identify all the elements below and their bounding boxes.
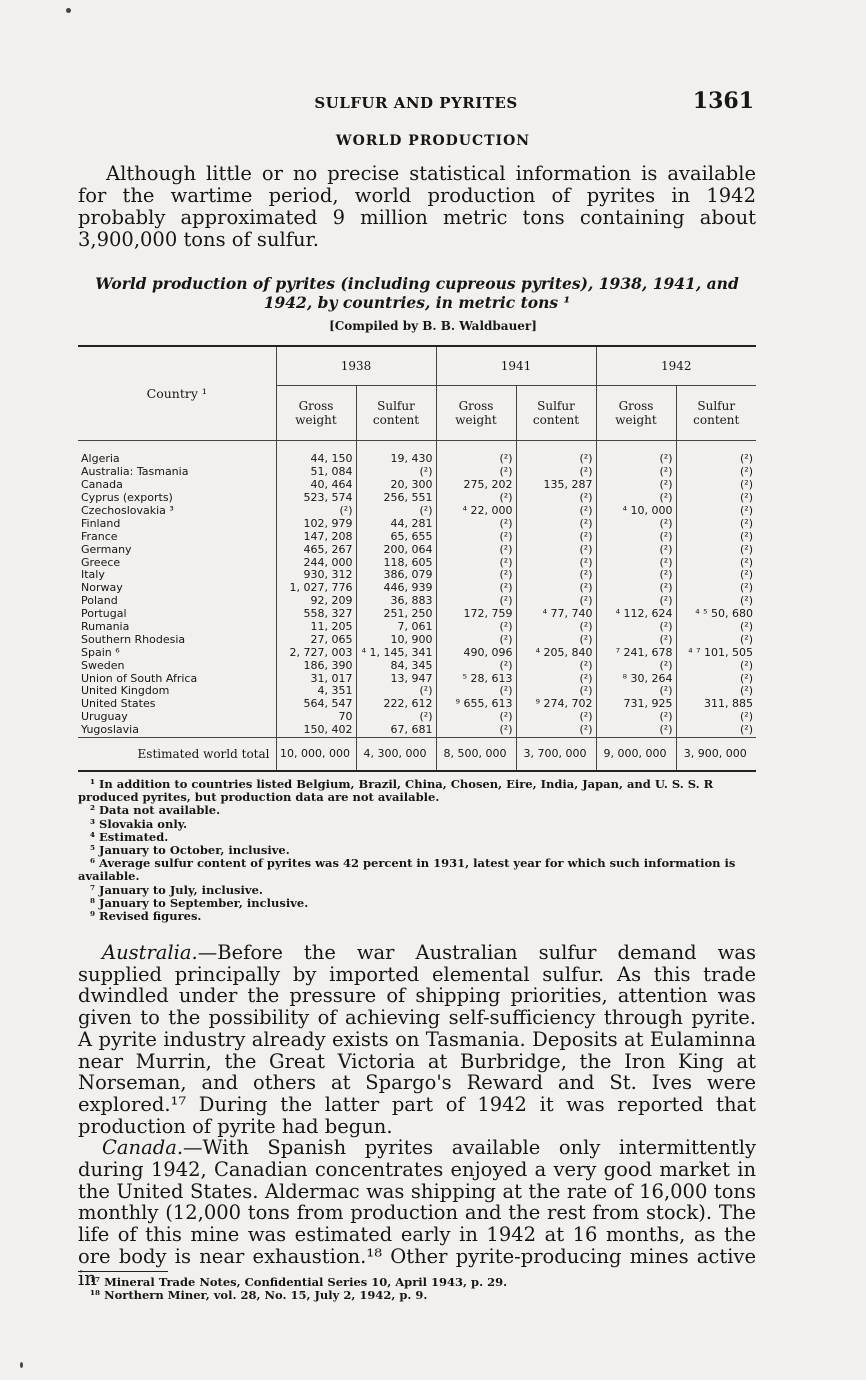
value-cell: (²)	[436, 659, 516, 672]
country-cell: Union of South Africa	[81, 671, 198, 685]
table-row	[78, 672, 756, 685]
value-cell: (²)	[676, 466, 756, 479]
value-cell: (²)	[676, 569, 756, 582]
gross-weight-header: Gross weight	[276, 386, 356, 441]
intro-paragraph: Although little or no precise statistical information is available for the wartime period, world production of pyrites in 1942 probably approximated 9 million metric tons containing about 3,900,000 tons of sulfur.	[78, 162, 756, 251]
value-cell: 490, 096	[436, 646, 516, 659]
value-cell: (²)	[436, 633, 516, 646]
value-cell: 2, 727, 003	[276, 646, 356, 659]
value-cell: (²)	[596, 595, 676, 608]
value-cell: (²)	[436, 543, 516, 556]
world-total-row	[78, 737, 756, 771]
footnote-rule	[78, 1271, 168, 1272]
total-cell: 8, 500, 000	[436, 737, 516, 771]
value-cell: (²)	[676, 492, 756, 505]
value-cell: ⁴ 112, 624	[596, 608, 676, 621]
table-row	[78, 698, 756, 711]
value-cell: (²)	[596, 621, 676, 634]
country-cell: Yugoslavia	[81, 723, 139, 737]
value-cell: 186, 390	[276, 659, 356, 672]
value-cell: (²)	[436, 621, 516, 634]
value-cell: 135, 287	[516, 479, 596, 492]
value-cell: (²)	[676, 711, 756, 724]
value-cell: ⁹ 655, 613	[436, 698, 516, 711]
value-cell: (²)	[516, 556, 596, 569]
country-cell: Australia: Tasmania	[81, 465, 189, 479]
page-footnote: ¹⁷ Mineral Trade Notes, Confidential Series 10, April 1943, p. 29.	[90, 1275, 508, 1289]
country-cell: Algeria	[81, 452, 120, 466]
value-cell: 930, 312	[276, 569, 356, 582]
country-cell: United Kingdom	[81, 684, 170, 698]
sulfur-content-header: Sulfur content	[516, 386, 596, 441]
value-cell: (²)	[676, 543, 756, 556]
value-cell: ⁷ 241, 678	[596, 646, 676, 659]
value-cell: (²)	[676, 556, 756, 569]
value-cell: (²)	[676, 441, 756, 466]
value-cell: (²)	[516, 530, 596, 543]
table-row	[78, 505, 756, 518]
value-cell: (²)	[516, 582, 596, 595]
table-row	[78, 646, 756, 659]
value-cell: (²)	[436, 685, 516, 698]
total-cell: 3, 700, 000	[516, 737, 596, 771]
value-cell: (²)	[436, 711, 516, 724]
country-cell: Canada	[81, 478, 123, 492]
value-cell: 222, 612	[356, 698, 436, 711]
table-row	[78, 595, 756, 608]
value-cell: 7, 061	[356, 621, 436, 634]
canada-paragraph	[78, 1137, 756, 1289]
table-row	[78, 530, 756, 543]
value-cell: 65, 655	[356, 530, 436, 543]
total-cell: 4, 300, 000	[356, 737, 436, 771]
value-cell: 40, 464	[276, 479, 356, 492]
country-cell: France	[81, 529, 118, 543]
canada-lead: Canada.	[102, 1136, 184, 1160]
table-footnote: ⁸ January to September, inclusive.	[90, 895, 309, 910]
value-cell: 44, 281	[356, 517, 436, 530]
running-head	[78, 90, 754, 116]
country-cell: Norway	[81, 581, 123, 595]
production-table	[78, 345, 756, 772]
value-cell: (²)	[596, 530, 676, 543]
gross-weight-header: Gross weight	[596, 386, 676, 441]
table-row	[78, 633, 756, 646]
value-cell: (²)	[596, 492, 676, 505]
year-header-1942: 1942	[596, 346, 756, 386]
value-cell: 31, 017	[276, 672, 356, 685]
year-header-1938: 1938	[276, 346, 436, 386]
table-row	[78, 659, 756, 672]
value-cell: (²)	[356, 685, 436, 698]
value-cell: 1, 027, 776	[276, 582, 356, 595]
value-cell: (²)	[596, 582, 676, 595]
value-cell: 20, 300	[356, 479, 436, 492]
value-cell: (²)	[516, 633, 596, 646]
table-row	[78, 685, 756, 698]
value-cell: 92, 209	[276, 595, 356, 608]
table-row	[78, 543, 756, 556]
value-cell: ⁴ 22, 000	[436, 505, 516, 518]
country-cell: Poland	[81, 594, 118, 608]
value-cell: 172, 759	[436, 608, 516, 621]
country-cell: Rumania	[81, 620, 130, 634]
value-cell: (²)	[596, 466, 676, 479]
value-cell: (²)	[356, 711, 436, 724]
value-cell: (²)	[516, 505, 596, 518]
value-cell: 244, 000	[276, 556, 356, 569]
value-cell: 4, 351	[276, 685, 356, 698]
value-cell: 36, 883	[356, 595, 436, 608]
value-cell: 200, 064	[356, 543, 436, 556]
table-footnotes	[78, 778, 756, 923]
total-cell: 9, 000, 000	[596, 737, 676, 771]
value-cell: ⁴ 205, 840	[516, 646, 596, 659]
value-cell: (²)	[676, 685, 756, 698]
value-cell: ⁹ 274, 702	[516, 698, 596, 711]
value-cell: 275, 202	[436, 479, 516, 492]
value-cell: (²)	[516, 441, 596, 466]
value-cell: (²)	[516, 569, 596, 582]
table-row	[78, 569, 756, 582]
value-cell: 102, 979	[276, 517, 356, 530]
canada-text: —With Spanish pyrites available only intermittently during 1942, Canadian concentrates enjoyed a very good market in the United States. Aldermac was shipping at the rate of 16,000 tons monthly (12,000 tons from production and the rest from stock). The life of this mine was estimated early in 1942 at 16 months, as the ore body is near exhaustion.¹⁸ Other pyrite-producing mines active in	[78, 1136, 756, 1290]
value-cell: 27, 065	[276, 633, 356, 646]
value-cell: (²)	[516, 466, 596, 479]
value-cell: 44, 150	[276, 441, 356, 466]
sulfur-content-header: Sulfur content	[356, 386, 436, 441]
value-cell: (²)	[596, 724, 676, 737]
value-cell: 84, 345	[356, 659, 436, 672]
table-footnote: ⁴ Estimated.	[90, 829, 169, 844]
table-row	[78, 492, 756, 505]
value-cell: (²)	[596, 441, 676, 466]
value-cell: 465, 267	[276, 543, 356, 556]
value-cell: ⁴ ⁵ 50, 680	[676, 608, 756, 621]
value-cell: 386, 079	[356, 569, 436, 582]
value-cell: (²)	[676, 595, 756, 608]
gross-weight-header: Gross weight	[436, 386, 516, 441]
section-heading: WORLD PRODUCTION	[335, 133, 531, 149]
value-cell: (²)	[436, 492, 516, 505]
value-cell: 311, 885	[676, 698, 756, 711]
value-cell: 446, 939	[356, 582, 436, 595]
table-row	[78, 466, 756, 479]
value-cell: (²)	[516, 543, 596, 556]
running-title: SULFUR AND PYRITES	[314, 94, 518, 112]
value-cell: 523, 574	[276, 492, 356, 505]
table-row	[78, 517, 756, 530]
year-header-1941: 1941	[436, 346, 596, 386]
value-cell: (²)	[276, 505, 356, 518]
value-cell: (²)	[676, 724, 756, 737]
table-caption: World production of pyrites (including cupreous pyrites), 1938, 1941, and 1942, by countries, in metric tons ¹	[95, 274, 739, 312]
value-cell: (²)	[516, 621, 596, 634]
value-cell: (²)	[436, 595, 516, 608]
table-row	[78, 479, 756, 492]
ink-speck	[20, 1362, 23, 1368]
country-cell: Italy	[81, 568, 105, 582]
value-cell: (²)	[596, 633, 676, 646]
value-cell: (²)	[436, 441, 516, 466]
table-row	[78, 711, 756, 724]
value-cell: ⁴ 77, 740	[516, 608, 596, 621]
value-cell: (²)	[596, 556, 676, 569]
value-cell: 70	[276, 711, 356, 724]
value-cell: (²)	[676, 621, 756, 634]
page-number: 1361	[692, 88, 754, 114]
table-row	[78, 556, 756, 569]
value-cell: (²)	[516, 492, 596, 505]
value-cell: (²)	[516, 672, 596, 685]
country-column-header: Country ¹	[78, 346, 276, 441]
value-cell: ⁴ 1, 145, 341	[356, 646, 436, 659]
table-footnote: ⁵ January to October, inclusive.	[90, 843, 290, 858]
table-row	[78, 582, 756, 595]
value-cell: (²)	[676, 505, 756, 518]
value-cell: ⁸ 30, 264	[596, 672, 676, 685]
value-cell: (²)	[596, 543, 676, 556]
country-cell: United States	[81, 697, 156, 711]
table-footnote: ⁶ Average sulfur content of pyrites was 42 percent in 1931, latest year for which such information is available.	[78, 856, 736, 884]
value-cell: (²)	[676, 633, 756, 646]
value-cell: (²)	[436, 466, 516, 479]
australia-paragraph	[78, 942, 756, 1137]
country-cell: Cyprus (exports)	[81, 491, 173, 505]
world-total-label: Estimated world total	[78, 737, 276, 771]
value-cell: (²)	[596, 685, 676, 698]
value-cell: ⁵ 28, 613	[436, 672, 516, 685]
sulfur-content-header: Sulfur content	[676, 386, 756, 441]
value-cell: (²)	[596, 569, 676, 582]
total-cell: 3, 900, 000	[676, 737, 756, 771]
table-row	[78, 724, 756, 737]
table-row	[78, 441, 756, 466]
value-cell: 558, 327	[276, 608, 356, 621]
value-cell: (²)	[436, 556, 516, 569]
value-cell: (²)	[676, 582, 756, 595]
value-cell: (²)	[436, 582, 516, 595]
value-cell: 150, 402	[276, 724, 356, 737]
country-cell: Czechoslovakia ³	[81, 504, 174, 517]
value-cell: (²)	[676, 659, 756, 672]
country-cell: Germany	[81, 542, 132, 556]
total-cell: 10, 000, 000	[276, 737, 356, 771]
table-footnote: ⁹ Revised figures.	[90, 909, 202, 924]
country-cell: Uruguay	[81, 710, 128, 724]
page-footnote: ¹⁸ Northern Miner, vol. 28, No. 15, July 2, 1942, p. 9.	[90, 1288, 428, 1302]
table-row	[78, 608, 756, 621]
country-cell: Southern Rhodesia	[81, 632, 186, 646]
value-cell: (²)	[516, 685, 596, 698]
value-cell: (²)	[516, 711, 596, 724]
value-cell: 19, 430	[356, 441, 436, 466]
table-footnote: ³ Slovakia only.	[90, 816, 188, 831]
value-cell: ⁴ ⁷ 101, 505	[676, 646, 756, 659]
value-cell: (²)	[596, 659, 676, 672]
table-row	[78, 621, 756, 634]
value-cell: (²)	[356, 466, 436, 479]
value-cell: 256, 551	[356, 492, 436, 505]
value-cell: (²)	[596, 517, 676, 530]
value-cell: (²)	[436, 517, 516, 530]
value-cell: (²)	[676, 517, 756, 530]
value-cell: 147, 208	[276, 530, 356, 543]
value-cell: (²)	[516, 517, 596, 530]
value-cell: (²)	[676, 672, 756, 685]
value-cell: 731, 925	[596, 698, 676, 711]
table-footnote: ¹ In addition to countries listed Belgium, Brazil, China, Chosen, Eire, India, Japan, and U. S. S. R produced pyrites, but production data are not available.	[78, 777, 714, 805]
value-cell: 51, 084	[276, 466, 356, 479]
value-cell: ⁴ 10, 000	[596, 505, 676, 518]
australia-lead: Australia.	[102, 941, 198, 964]
value-cell: 10, 900	[356, 633, 436, 646]
value-cell: (²)	[596, 711, 676, 724]
value-cell: 67, 681	[356, 724, 436, 737]
value-cell: 118, 605	[356, 556, 436, 569]
value-cell: (²)	[516, 724, 596, 737]
table-compiled-by: [Compiled by B. B. Waldbauer]	[329, 319, 537, 333]
country-cell: Spain ⁶	[81, 645, 120, 659]
value-cell: (²)	[436, 530, 516, 543]
table-footnote: ⁷ January to July, inclusive.	[90, 882, 263, 897]
page-footnotes	[78, 1276, 756, 1302]
australia-text: —Before the war Australian sulfur demand was supplied principally by imported elemental sulfur. As this trade dwindled under the pressure of shipping priorities, attention was given to the possibility of achieving self-sufficiency through pyrite. A pyrite industry already exists on Tasmania. Deposits at Eulaminna near Murrin, the Great Victoria at Burbridge, the Iron King at Norseman, and others at Spargo's Reward and St. Ives were explored.¹⁷ During the latter part of 1942 it was reported that production of pyrite had begun.	[78, 941, 756, 1138]
value-cell: (²)	[516, 595, 596, 608]
country-cell: Sweden	[81, 658, 125, 672]
value-cell: (²)	[356, 505, 436, 518]
value-cell: (²)	[436, 724, 516, 737]
value-cell: 13, 947	[356, 672, 436, 685]
value-cell: (²)	[516, 659, 596, 672]
value-cell: 251, 250	[356, 608, 436, 621]
country-cell: Greece	[81, 555, 121, 569]
value-cell: (²)	[676, 479, 756, 492]
table-footnote: ² Data not available.	[90, 803, 221, 818]
value-cell: 564, 547	[276, 698, 356, 711]
value-cell: (²)	[436, 569, 516, 582]
body-text	[78, 942, 756, 1289]
value-cell: 11, 205	[276, 621, 356, 634]
ink-speck	[66, 8, 71, 13]
value-cell: (²)	[596, 479, 676, 492]
country-cell: Portugal	[81, 607, 127, 621]
value-cell: (²)	[676, 530, 756, 543]
country-cell: Finland	[81, 516, 121, 530]
